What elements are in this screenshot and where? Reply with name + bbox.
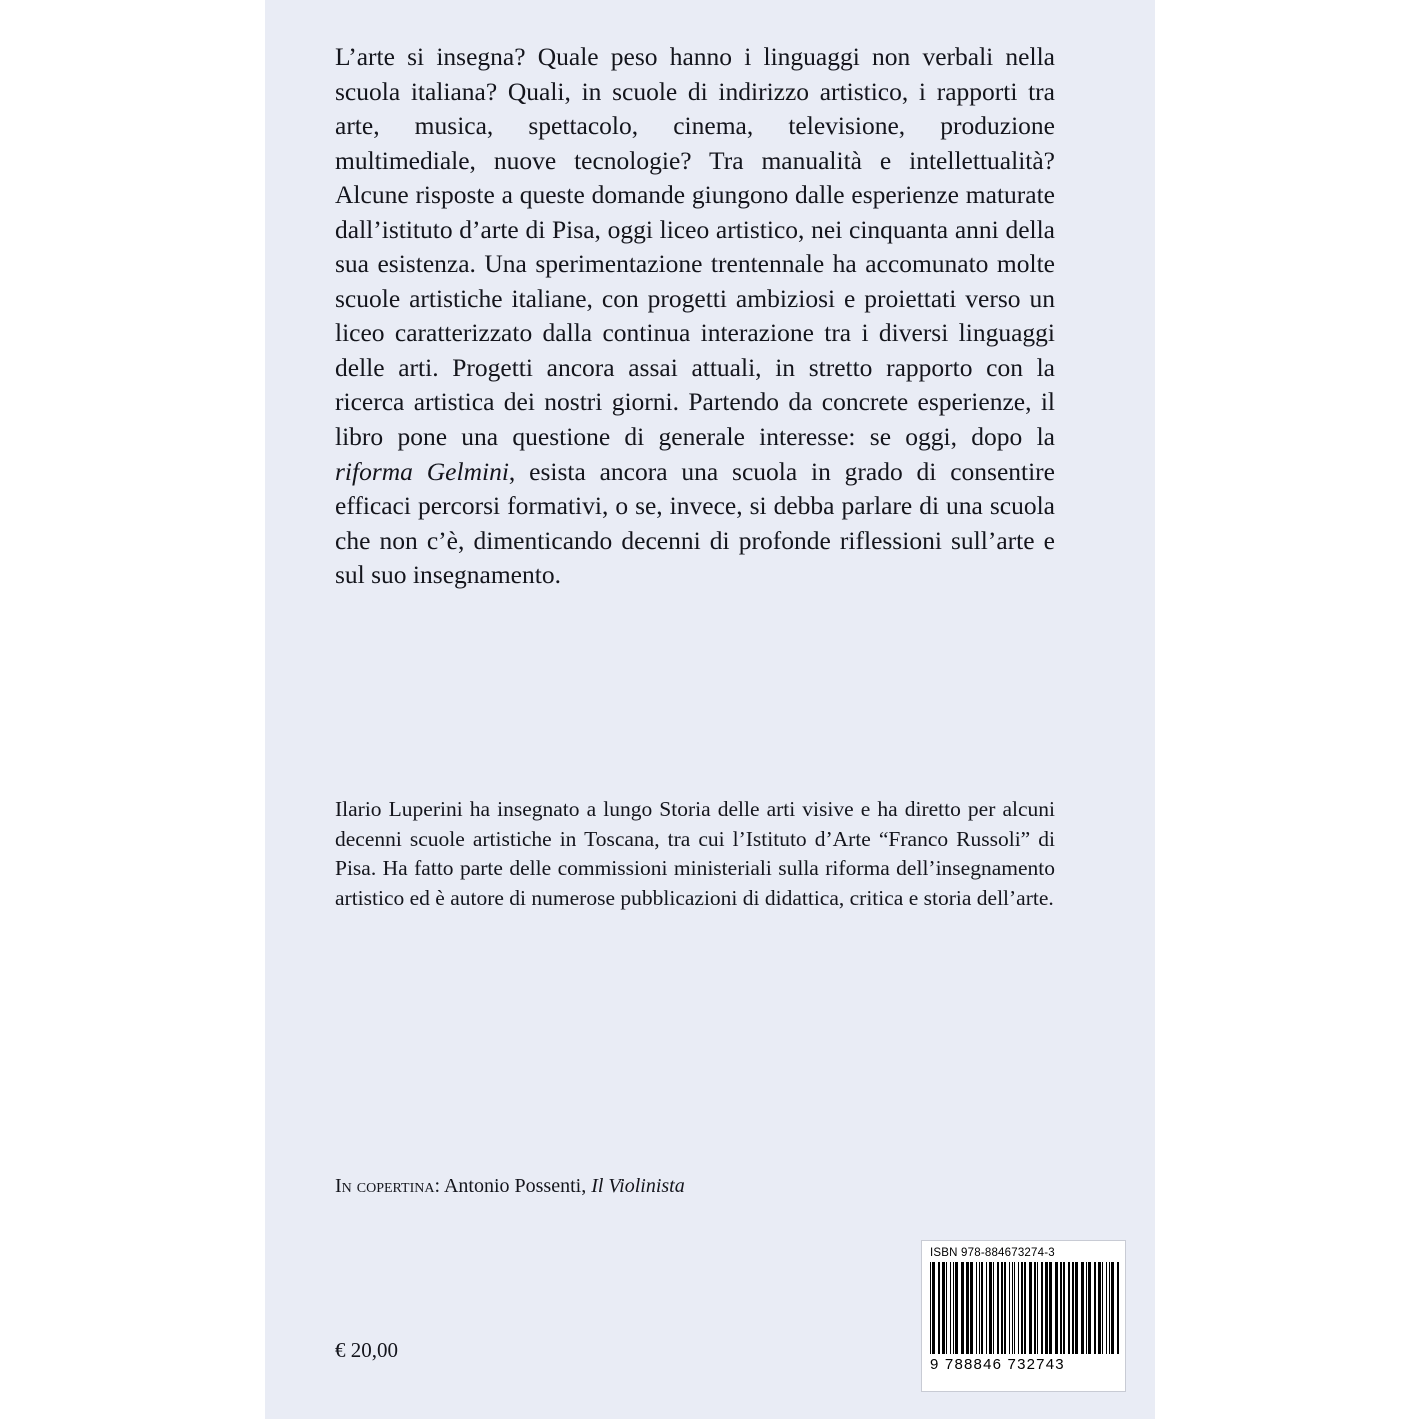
cover-credit-artwork-title: Il Violinista	[591, 1175, 685, 1197]
author-bio: Ilario Luperini ha insegnato a lungo Storia delle arti visive e ha diretto per alcuni decenni scuole artistiche in Toscana, tra cui l’Istituto d’Arte “Franco Russoli” di Pisa. Ha fatto parte delle commissioni ministeriali sulla riforma dell’insegnamento artistico ed è autore di numerose pubblicazioni di didattica, critica e storia dell’arte.	[335, 797, 1055, 910]
back-cover-content	[335, 0, 1085, 1419]
barcode-digits: 9 788846 732743	[930, 1356, 1065, 1373]
cover-credit-separator: : Antonio Possenti,	[434, 1175, 592, 1197]
barcode-block	[921, 1240, 1126, 1392]
isbn-label: ISBN 978-884673274-3	[930, 1247, 1055, 1259]
back-cover-page	[265, 0, 1155, 1419]
blurb-text-part-1: L’arte si insegna? Quale peso hanno i linguaggi non verbali nella scuola italiana? Quali, in scuole di indirizzo artistico, i rapporti tra arte, musica, spettacolo, cinema, televisione, produzione multimediale, nuove tecnologie? Tra manualità e intellettualità? Alcune risposte a queste domande giungono dalle esperienze maturate dall’istituto d’arte di Pisa, oggi liceo artistico, nei cinquanta anni della sua esistenza. Una sperimentazione trentennale ha accomunato molte scuole artistiche italiane, con progetti ambiziosi e proiettati verso un liceo caratterizzato dalla continua interazione tra i diversi linguaggi delle arti. Progetti ancora assai attuali, in stretto rapporto con la ricerca artistica dei nostri giorni. Partendo da concrete esperienze, il libro pone una questione di generale interesse: se oggi, dopo la	[335, 42, 1055, 452]
blurb-text-part-2: , esista ancora una scuola in grado di consentire efficaci percorsi formativi, o se, invece, si debba parlare di una scuola che non c’è, dimenticando decenni di profonde riflessioni sull’arte e sul suo insegnamento.	[335, 456, 1055, 590]
blurb-italic-phrase: riforma Gelmini	[335, 456, 509, 486]
cover-credit	[335, 1175, 1055, 1198]
price-label: € 20,00	[335, 1338, 398, 1362]
blurb-paragraph	[335, 40, 1055, 593]
barcode-bars	[930, 1262, 1119, 1354]
cover-credit-label: In copertina	[335, 1175, 435, 1197]
